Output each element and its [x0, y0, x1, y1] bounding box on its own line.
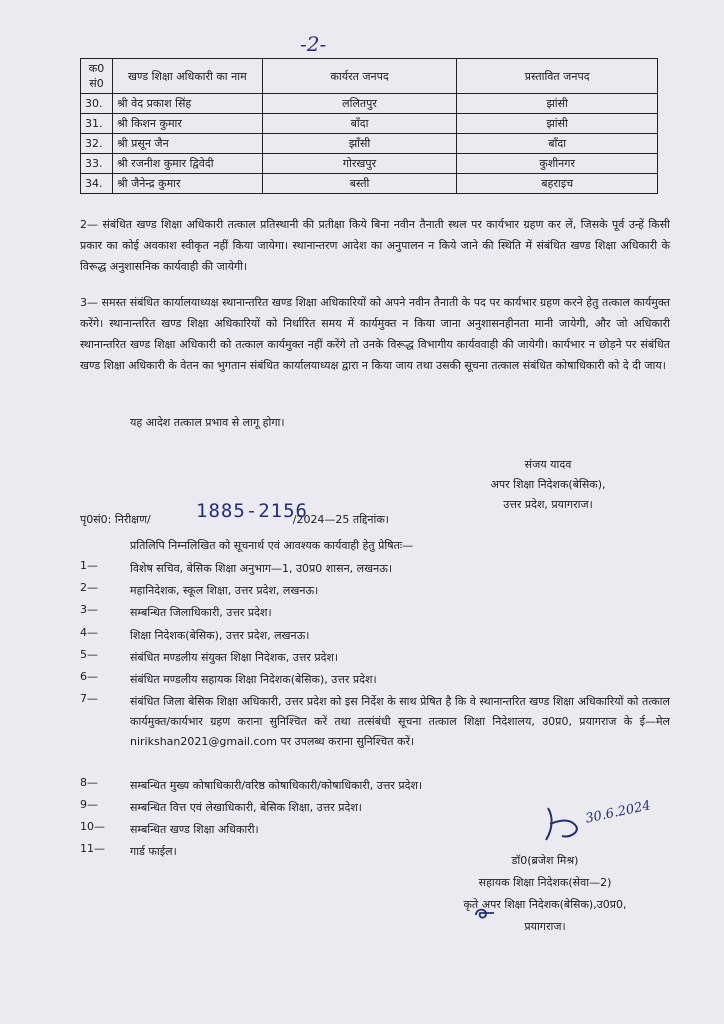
cell-officer-name: श्री किशन कुमार — [112, 114, 262, 134]
cell-officer-name: श्री वेद प्रकाश सिंह — [112, 94, 262, 114]
list-item-text: संबंधित मण्डलीय सहायक शिक्षा निदेशक(बेसिक), उत्तर प्रदेश। — [130, 673, 377, 686]
transfer-table — [80, 58, 658, 194]
list-item-text: गार्ड फाईल। — [130, 845, 177, 858]
cell-officer-name: श्री जैनेन्द्र कुमार — [112, 174, 262, 194]
signature-date: 30.6.2024 — [584, 798, 653, 827]
cell-officer-name: श्री प्रसून जैन — [112, 134, 262, 154]
page-number: -2- — [300, 32, 327, 56]
initial-mark-icon — [472, 905, 498, 921]
cell-current-district: बाँदा — [262, 114, 457, 134]
paragraph-2: 2— संबंधित खण्ड शिक्षा अधिकारी तत्काल प्रतिस्थानी की प्रतीक्षा किये बिना नवीन तैनाती स्थल पर कार्यभार ग्रहण कर लें, जिसके पूर्व उन्हें किसी प्रकार का कोई अवकाश स्वीकृत नहीं किया जायेगा। स्थानान्तरण आदेश का अनुपालन न किये जाने की स्थिति में संबंधित खण्ड शिक्षा अधिकारी के विरूद्ध अनुशासनिक कार्यवाही की जायेगी। — [80, 218, 670, 273]
list-item-number: 6— — [80, 670, 98, 683]
signatory-place: उत्तर प्रदेश, प्रयागराज। — [503, 498, 593, 511]
list-item-number: 1— — [80, 559, 98, 572]
cell-serial: 32. — [81, 134, 113, 154]
signatory-designation: अपर शिक्षा निदेशक(बेसिक), — [490, 478, 606, 491]
list-item-text: संबंधित जिला बेसिक शिक्षा अधिकारी, उत्तर प्रदेश को इस निर्देश के साथ प्रेषित है कि वे स्थानान्तरित खण्ड शिक्षा अधिकारियों को तत्काल कार्यमुक्त/कार्यभार ग्रहण कराना सुनिश्चित करें तथा तत्संबंधी सूचना तत्काल शिक्षा निदेशालय, उ0प्र0, प्रयागराज के ई—मेल nirikshan2021@gmail.com पर उपलब्ध कराना सुनिश्चित करें। — [130, 695, 670, 748]
effect-statement: यह आदेश तत्काल प्रभाव से लागू होगा। — [130, 416, 285, 429]
signatory-name: संजय यादव — [524, 458, 572, 471]
cell-serial: 30. — [81, 94, 113, 114]
list-item-number: 5— — [80, 648, 98, 661]
list-item-number: 9— — [80, 798, 98, 811]
signatory-name: डॉ0(ब्रजेश मिश्र) — [511, 854, 579, 867]
table-row — [81, 134, 658, 154]
cell-current-district: बस्ती — [262, 174, 457, 194]
header-serial: क0 सं0 — [81, 59, 113, 94]
signature-block-secondary — [440, 850, 650, 938]
cell-proposed-district: झांसी — [457, 94, 658, 114]
list-item-number: 7— — [80, 692, 98, 705]
cell-serial: 31. — [81, 114, 113, 134]
signature-block-primary — [478, 455, 618, 515]
list-item-text: विशेष सचिव, बेसिक शिक्षा अनुभाग—1, उ0प्र0 शासन, लखनऊ। — [130, 562, 393, 575]
header-officer-name: खण्ड शिक्षा अधिकारी का नाम — [112, 59, 262, 94]
cell-proposed-district: झांसी — [457, 114, 658, 134]
list-item-number: 2— — [80, 581, 98, 594]
cell-current-district: ललितपुर — [262, 94, 457, 114]
reference-number-handwritten: 1885-2156 — [196, 500, 308, 522]
table-row — [81, 94, 658, 114]
list-item-number: 11— — [80, 842, 105, 855]
list-item-text: सम्बन्धित खण्ड शिक्षा अधिकारी। — [130, 823, 259, 836]
list-item-number: 8— — [80, 776, 98, 789]
cell-serial: 34. — [81, 174, 113, 194]
list-item-text: शिक्षा निदेशक(बेसिक), उत्तर प्रदेश, लखनऊ। — [130, 629, 310, 642]
signatory-place: प्रयागराज। — [524, 920, 566, 933]
list-item-text: संबंधित मण्डलीय संयुक्त शिक्षा निदेशक, उत्तर प्रदेश। — [130, 651, 339, 664]
copy-intro: प्रतिलिपि निम्नलिखित को सूचनार्थ एवं आवश्यक कार्यवाही हेतु प्रेषितः— — [130, 539, 414, 552]
list-item-text: सम्बन्धित वित्त एवं लेखाधिकारी, बेसिक शिक्षा, उत्तर प्रदेश। — [130, 801, 362, 814]
header-proposed-district: प्रस्तावित जनपद — [457, 59, 658, 94]
list-item-text: महानिदेशक, स्कूल शिक्षा, उत्तर प्रदेश, लखनऊ। — [130, 584, 319, 597]
cell-proposed-district: बहराइच — [457, 174, 658, 194]
cell-serial: 33. — [81, 154, 113, 174]
reference-prefix: पृ0सं0: निरीक्षण/ — [80, 513, 151, 526]
table-row — [81, 114, 658, 134]
cell-current-district: झाँसी — [262, 134, 457, 154]
reference-suffix: /2024—25 तद्दिनांक। — [292, 513, 389, 526]
list-item-number: 4— — [80, 626, 98, 639]
list-item-text: सम्बन्धित जिलाधिकारी, उत्तर प्रदेश। — [130, 606, 272, 619]
cell-current-district: गोरखपुर — [262, 154, 457, 174]
list-item-number: 3— — [80, 603, 98, 616]
paragraph-3: 3— समस्त संबंधित कार्यालयाध्यक्ष स्थानान्तरित खण्ड शिक्षा अधिकारियों को अपने नवीन तैनाती के पद पर कार्यभार ग्रहण करने हेतु तत्काल कार्यमुक्त करेंगे। स्थानान्तरित खण्ड शिक्षा अधिकारियों को निर्धारित समय में कार्यमुक्त न किया जाना अनुशासनहीनता मानी जायेगी, और जो अधिकारी स्थानान्तरित खण्ड शिक्षा अधिकारी को तत्काल कार्यमुक्त नहीं करेंगे तो उनके विरूद्ध विभागीय कार्यववाही की जायेगी। कार्यभार न छोड़ने पर संबंधित खण्ड शिक्षा अधिकारी के वेतन का भुगतान संबंधित कार्यालयाध्यक्ष द्वारा न किया जाय तथा उसकी सूचना तत्काल संबंधित कोषाधिकारी को दे दी जाय। — [80, 296, 670, 372]
list-item-text: सम्बन्धित मुख्य कोषाधिकारी/वरिष्ठ कोषाधिकारी/कोषाधिकारी, उत्तर प्रदेश। — [130, 779, 423, 792]
list-item-number: 10— — [80, 820, 105, 833]
table-header-row — [81, 59, 658, 94]
cell-proposed-district: बाँदा — [457, 134, 658, 154]
signatory-designation: सहायक शिक्षा निदेशक(सेवा—2) — [478, 876, 612, 889]
cell-proposed-district: कुशीनगर — [457, 154, 658, 174]
signatory-on-behalf: कृते अपर शिक्षा निदेशक(बेसिक),उ0प्र0, — [463, 898, 627, 911]
header-current-district: कार्यरत जनपद — [262, 59, 457, 94]
cell-officer-name: श्री रजनीश कुमार द्विवेदी — [112, 154, 262, 174]
table-row — [81, 154, 658, 174]
table-row — [81, 174, 658, 194]
